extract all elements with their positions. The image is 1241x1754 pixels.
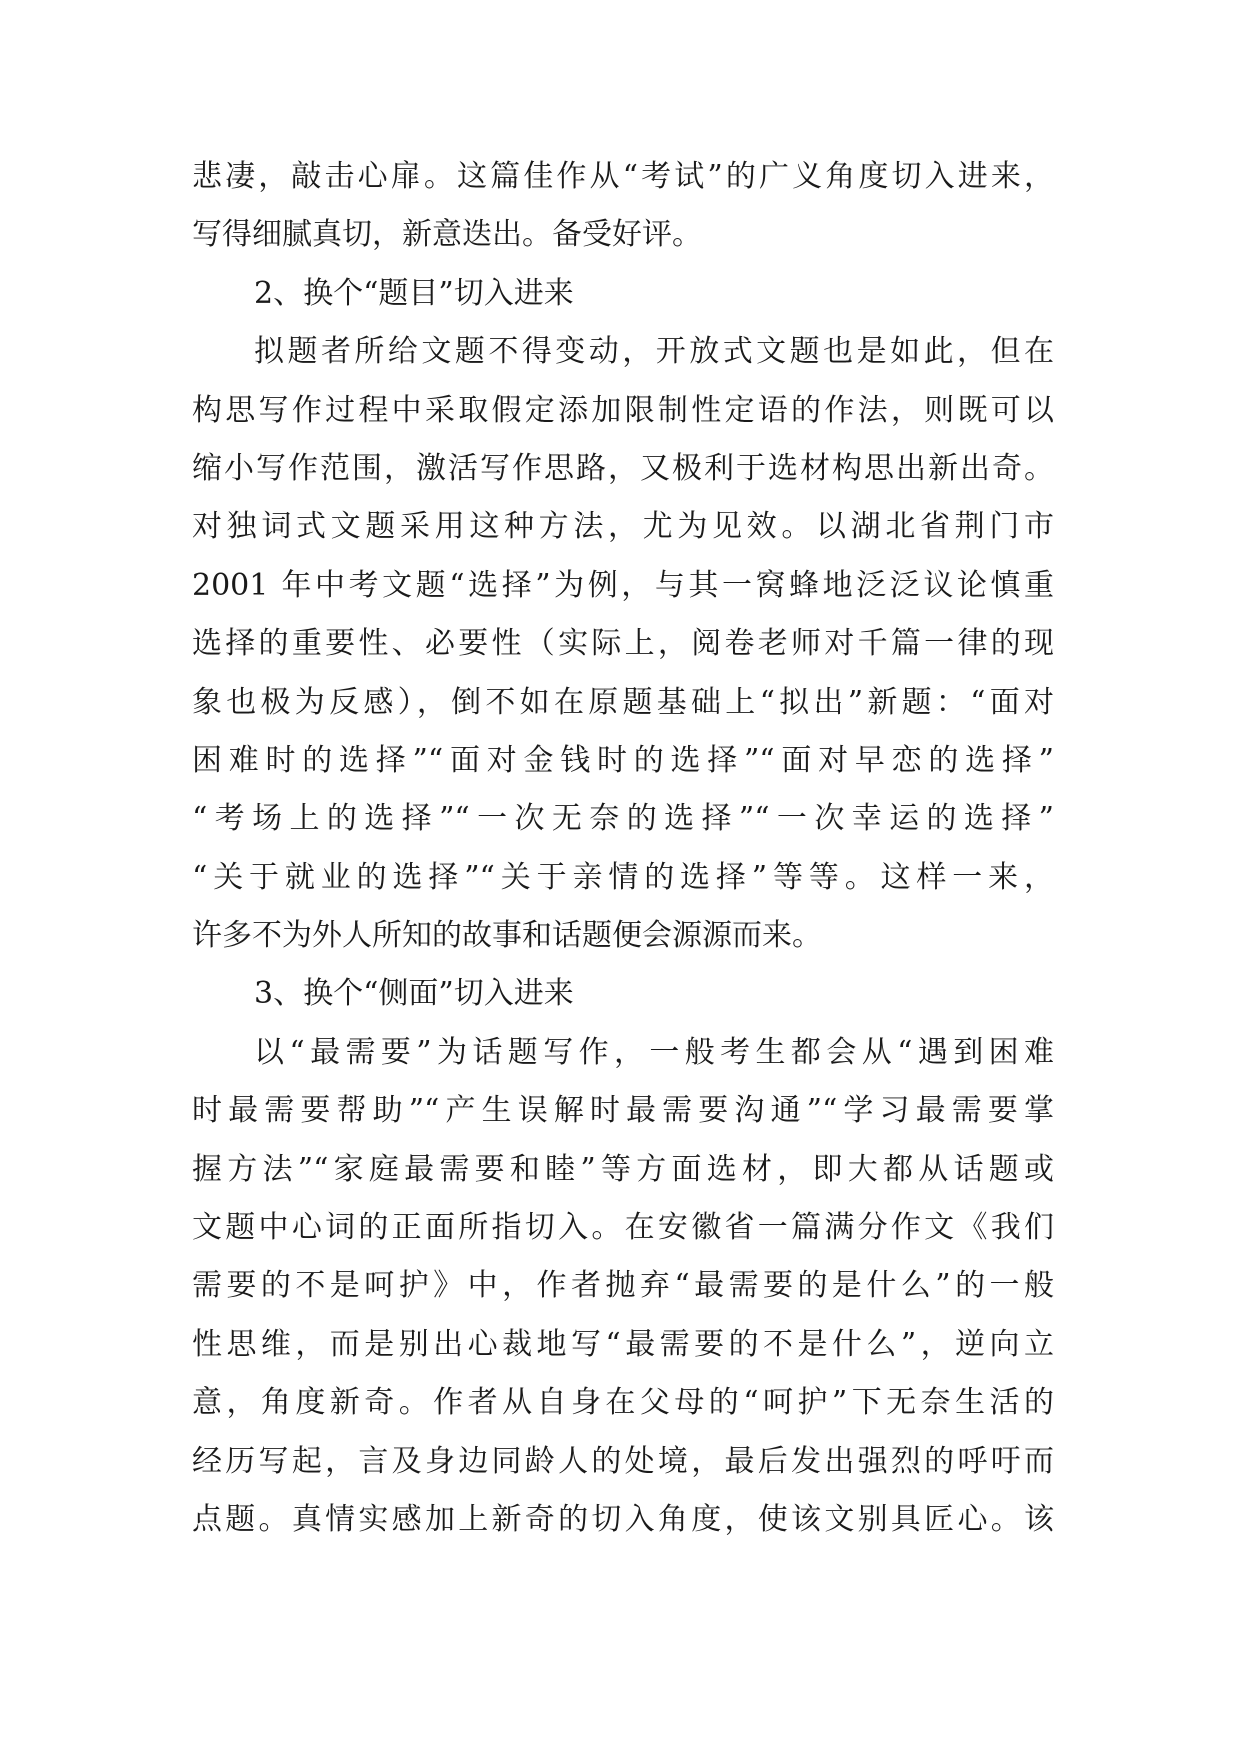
text-line: 经历写起，言及身边同龄人的处境，最后发出强烈的呼吁而	[192, 1443, 1054, 1479]
text-line: 需要的不是呵护》中，作者抛弃“最需要的是什么”的一般	[192, 1268, 1054, 1304]
section-heading: 3、换个“侧面”切入进来	[254, 976, 574, 1012]
body-text	[192, 148, 1054, 1549]
text-line: “考场上的选择”“一次无奈的选择”“一次幸运的选择”	[192, 801, 1054, 837]
text-line: 拟题者所给文题不得变动，开放式文题也是如此，但在	[254, 334, 1054, 370]
text-line: 许多不为外人所知的故事和话题便会源源而来。	[192, 918, 822, 954]
text-line: 意，角度新奇。作者从自身在父母的“呵护”下无奈生活的	[192, 1385, 1054, 1421]
text-line: 文题中心词的正面所指切入。在安徽省一篇满分作文《我们	[192, 1210, 1054, 1246]
text-line: 悲凄，敲击心扉。这篇佳作从“考试”的广义角度切入进来，	[192, 159, 1054, 194]
text-line: 象也极为反感），倒不如在原题基础上“拟出”新题：“面对	[192, 684, 1054, 720]
section-heading: 2、换个“题目”切入进来	[254, 275, 574, 311]
text-line: 时最需要帮助”“产生误解时最需要沟通”“学习最需要掌	[192, 1093, 1054, 1129]
text-line: 选择的重要性、必要性（实际上，阅卷老师对千篇一律的现	[192, 626, 1054, 662]
text-line: 点题。真情实感加上新奇的切入角度，使该文别具匠心。该	[192, 1501, 1054, 1537]
text-line: 写得细腻真切，新意迭出。备受好评。	[192, 217, 702, 253]
text-line: 性思维，而是别出心裁地写“最需要的不是什么”，逆向立	[192, 1326, 1054, 1362]
text-line: “关于就业的选择”“关于亲情的选择”等等。这样一来，	[192, 859, 1054, 895]
text-line: 以“最需要”为话题写作，一般考生都会从“遇到困难	[254, 1034, 1054, 1070]
text-line: 2001 年中考文题“选择”为例，与其一窝蜂地泛泛议论慎重	[192, 567, 1054, 603]
text-line: 困难时的选择”“面对金钱时的选择”“面对早恋的选择”	[192, 742, 1054, 778]
text-line: 握方法”“家庭最需要和睦”等方面选材，即大都从话题或	[192, 1151, 1054, 1187]
text-line: 缩小写作范围，激活写作思路，又极利于选材构思出新出奇。	[192, 450, 1054, 486]
text-line: 对独词式文题采用这种方法，尤为见效。以湖北省荆门市	[192, 509, 1054, 545]
text-line: 构思写作过程中采取假定添加限制性定语的作法，则既可以	[192, 392, 1054, 428]
